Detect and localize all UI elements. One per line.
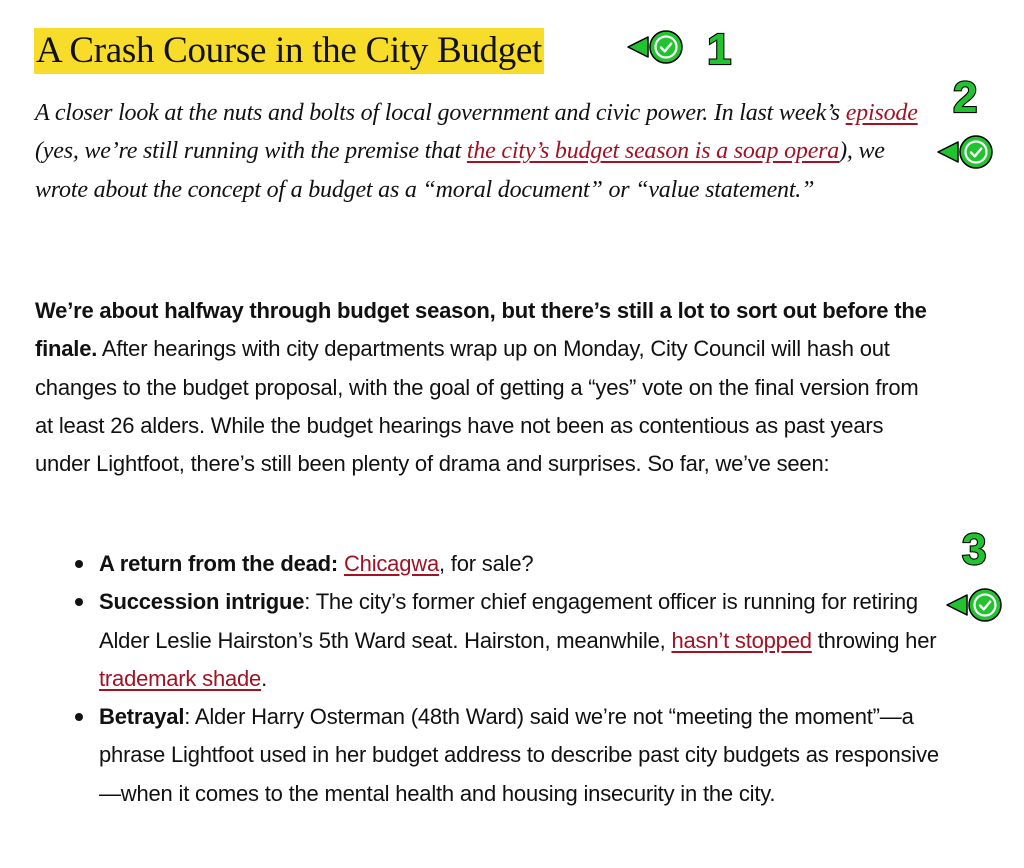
list-item [99, 545, 944, 583]
lead-sentence: We’re about halfway through budget season, but there’s still a lot to sort out before the finale. [35, 298, 927, 362]
chicagwa-link[interactable]: Chicagwa [343, 551, 439, 576]
soap-opera-link[interactable]: the city’s budget season is a soap opera [466, 138, 840, 165]
annotation-number: 3 [962, 525, 987, 574]
trademark-shade-link[interactable]: trademark shade [99, 665, 262, 691]
item-text: . [261, 665, 268, 691]
dek-text: A closer look at the nuts and bolts of local government and civic power. In last week’s [35, 100, 846, 126]
item-text: : Alder Harry Osterman (48th Ward) said we’re not “meeting the moment”—a phrase Lightfoot used in her budget address to describe past city budgets as responsive—when it comes to the mental health and housing insecurity in the city. [99, 704, 939, 806]
bullet-icon [75, 560, 83, 568]
item-heading: A return from the dead: [99, 551, 339, 576]
article-dek [35, 94, 935, 209]
bullet-icon [75, 713, 83, 721]
item-text: : The city’s former chief engagement officer is running for retiring Alder Leslie Hairston’s 5th Ward seat. Hairston, meanwhile, [99, 589, 918, 653]
check-circle-icon [945, 587, 1005, 623]
item-heading: Succession intrigue [99, 589, 305, 615]
dek-text: (yes, we’re still running with the premise that [35, 138, 467, 165]
annotation-number: 1 [707, 25, 732, 74]
hasnt-stopped-link[interactable]: hasn’t stopped [671, 627, 812, 653]
list-item [99, 583, 944, 698]
episode-link[interactable]: episode [845, 100, 918, 126]
check-circle-icon [626, 29, 686, 65]
drama-list [99, 545, 944, 813]
item-text: throwing her [811, 627, 937, 653]
check-circle-icon [936, 134, 996, 170]
paragraph-text: After hearings with city departments wrap up on Monday, City Council will hash out changes to the budget proposal, with the goal of getting a “yes” vote on the final version from at least 26 alders. While the budget hearings have not been as contentious as past years under Lightfoot, there’s still been plenty of drama and surprises. So far, we’ve seen: [35, 336, 919, 477]
bullet-icon [75, 598, 83, 606]
annotation-number: 2 [953, 73, 978, 122]
item-text: , for sale? [438, 551, 534, 576]
intro-paragraph [35, 292, 940, 483]
item-heading: Betrayal [99, 704, 185, 730]
article-title: A Crash Course in the City Budget [34, 28, 544, 74]
list-item [99, 698, 944, 813]
dek-text: ), we wrote about the concept of a budget as a “moral document” or “value statement.” [35, 138, 885, 203]
